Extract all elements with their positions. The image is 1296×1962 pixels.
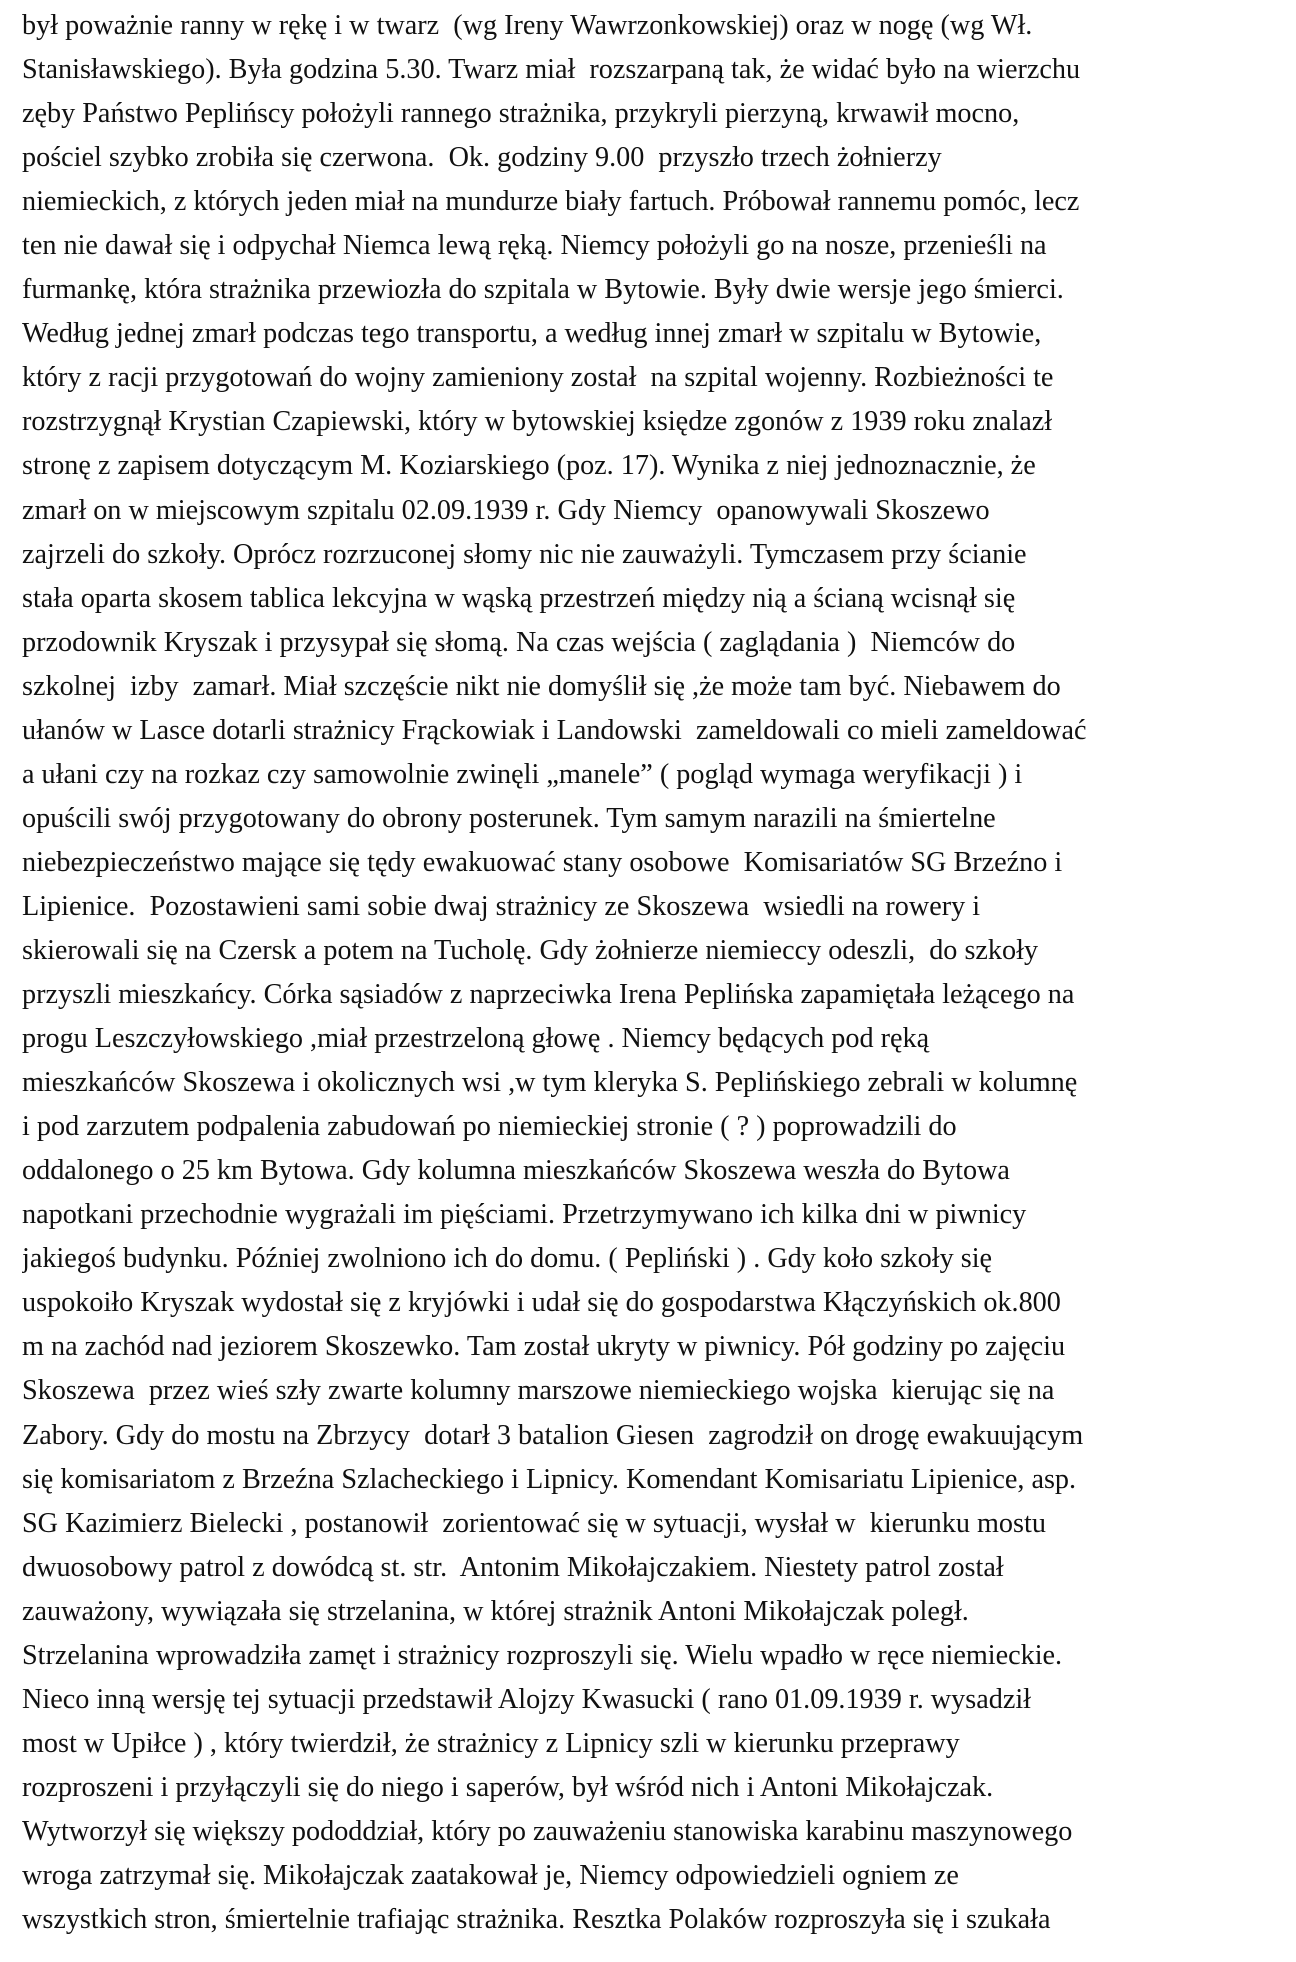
text-line-17: ułanów w Lasce dotarli strażnicy Frąckowiak i Landowski zameldowali co mieli zameldować [22, 714, 1087, 746]
text-line-18: a ułani czy na rozkaz czy samowolnie zwinęli „manele” ( pogląd wymaga weryfikacji ) i [22, 758, 1023, 790]
text-line-5: niemieckich, z których jeden miał na mundurze biały fartuch. Próbował rannemu pomóc, lecz [22, 186, 1080, 218]
text-line-23: przyszli mieszkańcy. Córka sąsiadów z naprzeciwka Irena Peplińska zapamiętała leżącego na [22, 979, 1075, 1011]
text-line-19: opuścili swój przygotowany do obrony posterunek. Tym samym narazili na śmiertelne [22, 802, 996, 834]
text-line-44: wszystkich stron, śmiertelnie trafiając strażnika. Resztka Polaków rozproszyła się i szukała [22, 1904, 1051, 1936]
text-line-30: uspokoiło Kryszak wydostał się z kryjówki i udał się do gospodarstwa Kłączyńskich ok.800 [22, 1287, 1061, 1319]
text-line-42: Wytworzył się większy pododdział, który po zauważeniu stanowiska karabinu maszynowego [22, 1815, 1073, 1847]
text-line-25: mieszkańców Skoszewa i okolicznych wsi ,w tym kleryka S. Peplińskiego zebrali w kolumnę [22, 1067, 1078, 1099]
text-line-28: napotkani przechodnie wygrażali im pięściami. Przetrzymywano ich kilka dni w piwnicy [22, 1199, 1027, 1231]
text-line-24: progu Leszczyłowskiego ,miał przestrzeloną głowę . Niemcy będących pod ręką [22, 1023, 930, 1055]
text-line-29: jakiegoś budynku. Później zwolniono ich do domu. ( Pepliński ) . Gdy koło szkoły się [22, 1243, 993, 1275]
text-line-7: furmankę, która strażnika przewiozła do szpitala w Bytowie. Były dwie wersje jego śmierci. [22, 274, 1064, 306]
text-line-43: wroga zatrzymał się. Mikołajczak zaatakował je, Niemcy odpowiedzieli ogniem ze [22, 1859, 959, 1891]
text-line-38: Strzelanina wprowadziła zamęt i strażnicy rozproszyli się. Wielu wpadło w ręce niemieckie. [22, 1639, 1063, 1671]
body-text [22, 4, 1292, 1942]
text-line-40: most w Upiłce ) , który twierdził, że strażnicy z Lipnicy szli w kierunku przeprawy [22, 1727, 960, 1759]
text-line-13: zajrzeli do szkoły. Oprócz rozrzuconej słomy nic nie zauważyli. Tymczasem przy ścianie [22, 538, 1027, 570]
text-line-16: szkolnej izby zamarł. Miał szczęście nikt nie domyślił się ,że może tam być. Niebawem do [22, 670, 1061, 702]
text-line-12: zmarł on w miejscowym szpitalu 02.09.1939 r. Gdy Niemcy opanowywali Skoszewo [22, 494, 990, 526]
text-line-6: ten nie dawał się i odpychał Niemca lewą ręką. Niemcy położyli go na nosze, przenieśli na [22, 230, 1047, 262]
text-line-20: niebezpieczeństwo mające się tędy ewakuować stany osobowe Komisariatów SG Brzeźno i [22, 846, 1063, 878]
text-line-37: zauważony, wywiązała się strzelanina, w której strażnik Antoni Mikołajczak poległ. [22, 1595, 969, 1627]
text-line-32: Skoszewa przez wieś szły zwarte kolumny marszowe niemieckiego wojska kierując się na [22, 1375, 1055, 1407]
text-line-14: stała oparta skosem tablica lekcyjna w wąską przestrzeń między nią a ścianą wcisnął się [22, 582, 1016, 614]
text-line-1: był poważnie ranny w rękę i w twarz (wg Ireny Wawrzonkowskiej) oraz w nogę (wg Wł. [22, 10, 1033, 41]
text-line-33: Zabory. Gdy do mostu na Zbrzycy dotarł 3 batalion Giesen zagrodził on drogę ewakuującym [22, 1419, 1084, 1451]
text-line-39: Nieco inną wersję tej sytuacji przedstawił Alojzy Kwasucki ( rano 01.09.1939 r. wysadził [22, 1683, 1032, 1715]
text-line-9: który z racji przygotowań do wojny zamieniony został na szpital wojenny. Rozbieżności te [22, 362, 1054, 394]
text-line-2: Stanisławskiego). Była godzina 5.30. Twarz miał rozszarpaną tak, że widać było na wierzchu [22, 54, 1081, 86]
text-line-21: Lipienice. Pozostawieni sami sobie dwaj strażnicy ze Skoszewa wsiedli na rowery i [22, 890, 981, 922]
text-line-15: przodownik Kryszak i przysypał się słomą. Na czas wejścia ( zaglądania ) Niemców do [22, 626, 1016, 658]
text-line-4: pościel szybko zrobiła się czerwona. Ok. godziny 9.00 przyszło trzech żołnierzy [22, 142, 942, 174]
text-line-27: oddalonego o 25 km Bytowa. Gdy kolumna mieszkańców Skoszewa weszła do Bytowa [22, 1155, 1010, 1187]
text-line-26: i pod zarzutem podpalenia zabudowań po niemieckiej stronie ( ? ) poprowadzili do [22, 1111, 957, 1143]
text-line-36: dwuosobowy patrol z dowódcą st. str. Antonim Mikołajczakiem. Niestety patrol został [22, 1551, 1004, 1583]
text-line-34: się komisariatom z Brzeźna Szlacheckiego i Lipnicy. Komendant Komisariatu Lipienice, asp. [22, 1463, 1077, 1495]
text-line-3: zęby Państwo Peplińscy położyli rannego strażnika, przykryli pierzyną, krwawił mocno, [22, 98, 1020, 130]
text-line-35: SG Kazimierz Bielecki , postanowił zorientować się w sytuacji, wysłał w kierunku mostu [22, 1507, 1046, 1539]
text-line-22: skierowali się na Czersk a potem na Tucholę. Gdy żołnierze niemieccy odeszli, do szkoły [22, 934, 1039, 966]
text-line-8: Według jednej zmarł podczas tego transportu, a według innej zmarł w szpitalu w Bytowie, [22, 318, 1042, 350]
text-line-10: rozstrzygnął Krystian Czapiewski, który w bytowskiej księdze zgonów z 1939 roku znalazł [22, 406, 1053, 438]
text-line-31: m na zachód nad jeziorem Skoszewko. Tam został ukryty w piwnicy. Pół godziny po zajęciu [22, 1331, 1066, 1363]
text-line-11: stronę z zapisem dotyczącym M. Koziarskiego (poz. 17). Wynika z niej jednoznacznie, że [22, 450, 1036, 482]
text-line-41: rozproszeni i przyłączyli się do niego i saperów, był wśród nich i Antoni Mikołajczak. [22, 1771, 994, 1803]
